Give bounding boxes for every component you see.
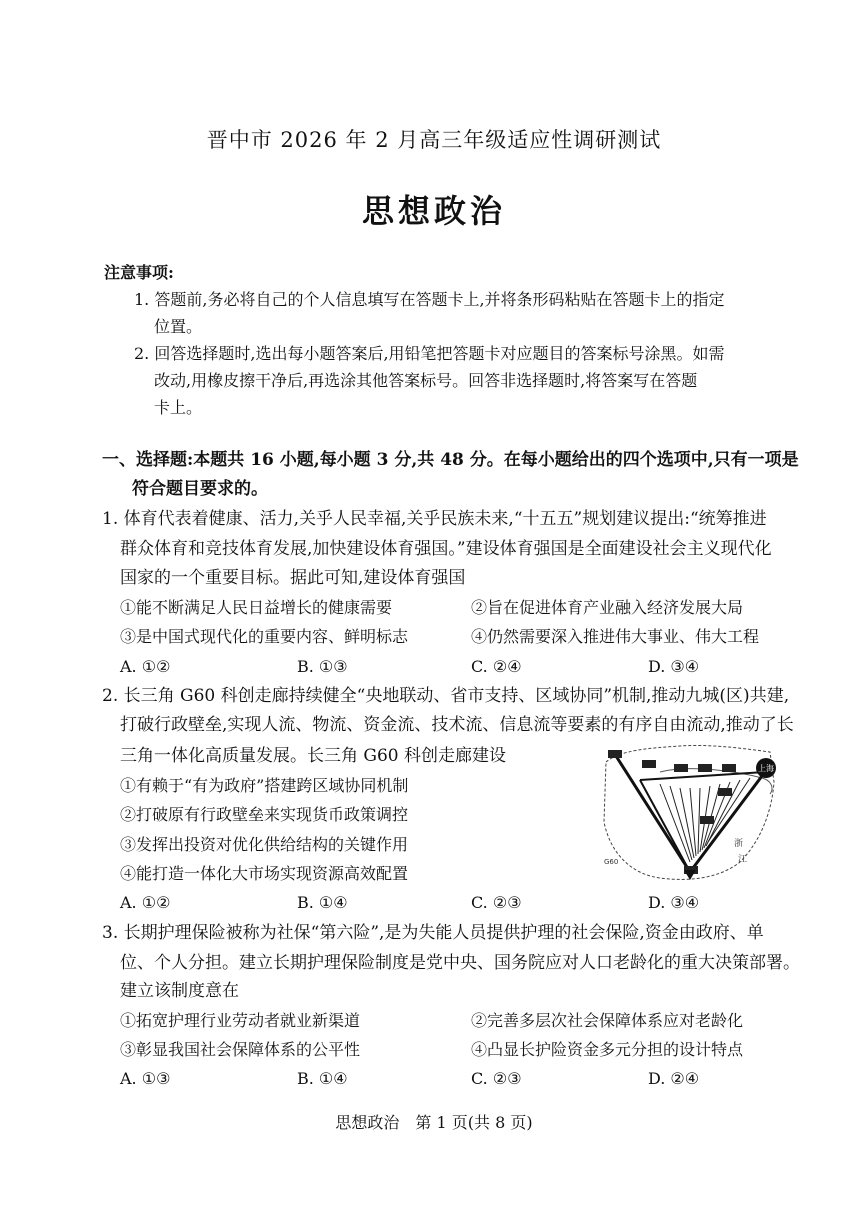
page-footer: 思想政治 第 1 页(共 8 页) <box>335 1113 533 1132</box>
notice-item-2-cont2: 卡上。 <box>154 398 203 417</box>
q2-stem-cont: 打破行政壁垒,实现人流、物流、资金流、技术流、信息流等要素的有序自由流动,推动了长 <box>120 715 794 735</box>
label-zhe: 浙 <box>734 839 744 849</box>
label-jiang: 江 <box>738 855 748 865</box>
notice-item-1: 1. 答题前,务必将自己的个人信息填写在答题卡上,并将条形码粘贴在答题卡上的指定 <box>134 290 725 309</box>
q2-option-d: D. ③④ <box>648 893 700 912</box>
q2-option-b: B. ①④ <box>297 893 348 912</box>
q1-statement-2: ②旨在促进体育产业融入经济发展大局 <box>471 598 744 617</box>
label-shanghai: 上海 <box>758 764 774 773</box>
city-markers <box>608 750 736 874</box>
q1-option-c: C. ②④ <box>471 657 522 676</box>
section-heading: 一、选择题:本题共 16 小题,每小题 3 分,共 48 分。在每小题给出的四个选项中,只有一项是 <box>102 450 799 470</box>
q1-option-d: D. ③④ <box>648 657 700 676</box>
q1-statement-1: ①能不断满足人民日益增长的健康需要 <box>120 598 393 617</box>
notice-item-2-cont: 改动,用橡皮擦干净后,再选涂其他答案标号。回答非选择题时,将答案写在答题 <box>154 371 698 390</box>
q3-stem-cont: 位、个人分担。建立长期护理保险制度是党中央、国务院应对人口老龄化的重大决策部署。 <box>120 953 800 973</box>
q3-statement-4: ④凸显长护险资金多元分担的设计特点 <box>471 1040 744 1059</box>
exam-title: 晋中市 2026 年 2 月高三年级适应性调研测试 <box>206 128 662 152</box>
q3-statement-2: ②完善多层次社会保障体系应对老龄化 <box>471 1011 744 1030</box>
q3-option-c: C. ②③ <box>471 1069 522 1088</box>
q3-option-a: A. ①③ <box>120 1069 171 1088</box>
label-g60: G60 <box>604 858 619 866</box>
q2-statement-2: ②打破原有行政壁垒来实现货币政策调控 <box>120 805 409 824</box>
notice-item-2: 2. 回答选择题时,选出每小题答案后,用铅笔把答题卡对应题目的答案标号涂黑。如需 <box>134 344 725 363</box>
g60-corridor-map <box>600 742 778 884</box>
q3-option-d: D. ②④ <box>648 1069 700 1088</box>
q1-statement-4: ④仍然需要深入推进伟大事业、伟大工程 <box>471 627 760 646</box>
q2-statement-1: ①有赖于“有为政府”搭建跨区域协同机制 <box>120 776 409 795</box>
q1-stem-cont: 群众体育和竞技体育发展,加快建设体育强国。”建设体育强国是全面建设社会主义现代化 <box>120 539 772 559</box>
q2-stem-cont2: 三角一体化高质量发展。长三角 G60 科创走廊建设 <box>120 746 507 766</box>
q1-statement-3: ③是中国式现代化的重要内容、鲜明标志 <box>120 627 409 646</box>
q3-stem: 3. 长期护理保险被称为社保“第六险”,是为失能人员提供护理的社会保险,资金由政府、单 <box>102 923 764 943</box>
q2-statement-3: ③发挥出投资对优化供给结构的关键作用 <box>120 835 409 854</box>
q1-option-a: A. ①② <box>120 657 171 676</box>
q1-stem: 1. 体育代表着健康、活力,关乎人民幸福,关乎民族未来,“十五五”规划建议提出:“统筹推进 <box>102 509 767 529</box>
q3-stem-cont2: 建立该制度意在 <box>120 981 239 1001</box>
notice-item-1-cont: 位置。 <box>154 317 203 336</box>
notice-heading: 注意事项: <box>104 263 174 282</box>
q3-option-b: B. ①④ <box>297 1069 348 1088</box>
q2-option-c: C. ②③ <box>471 893 522 912</box>
q3-statement-1: ①拓宽护理行业劳动者就业新渠道 <box>120 1011 361 1030</box>
subject-title: 思想政治 <box>361 192 506 230</box>
q2-option-a: A. ①② <box>120 893 171 912</box>
q1-option-b: B. ①③ <box>297 657 348 676</box>
section-heading-cont: 符合题目要求的。 <box>132 479 268 499</box>
q1-stem-cont2: 国家的一个重要目标。据此可知,建设体育强国 <box>120 568 466 588</box>
q2-statement-4: ④能打造一体化大市场实现资源高效配置 <box>120 864 409 883</box>
q3-statement-3: ③彰显我国社会保障体系的公平性 <box>120 1040 361 1059</box>
q2-stem: 2. 长三角 G60 科创走廊持续健全“央地联动、省市支持、区域协同”机制,推动九城(区)共建, <box>102 686 790 706</box>
